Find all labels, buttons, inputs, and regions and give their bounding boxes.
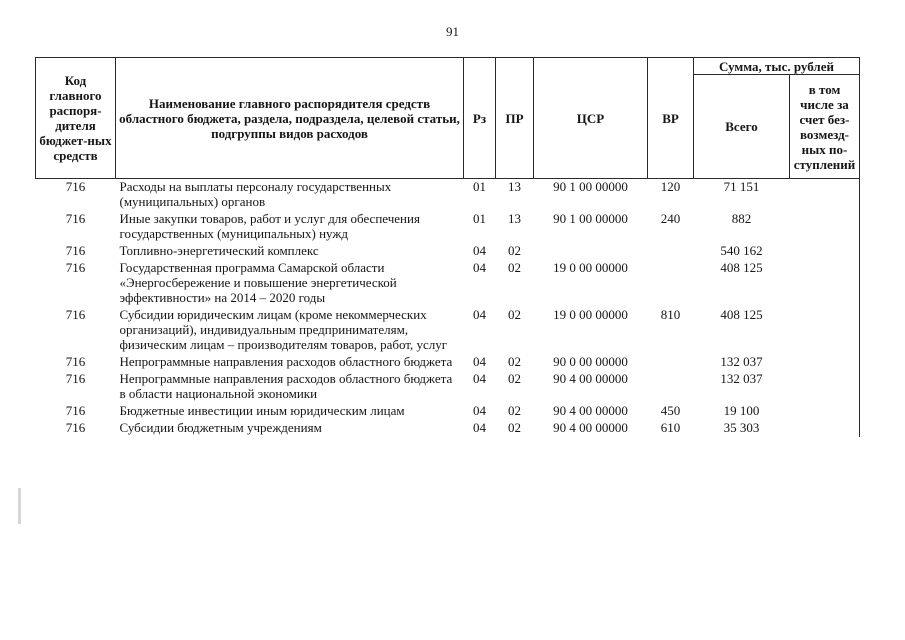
cell-total: 882 bbox=[731, 211, 752, 226]
page-number: 91 bbox=[446, 24, 459, 39]
table-header bbox=[36, 58, 860, 179]
header-total: Всего bbox=[694, 75, 790, 179]
cell-csr: 90 4 00 00000 bbox=[553, 420, 628, 435]
cell-csr: 90 4 00 00000 bbox=[553, 403, 628, 418]
cell-name: Непрограммные направления расходов областного бюджета bbox=[119, 354, 453, 369]
cell-code: 716 bbox=[65, 307, 86, 322]
cell-total: 540 162 bbox=[720, 243, 763, 258]
table-row bbox=[36, 403, 860, 420]
cell-vr bbox=[648, 371, 694, 403]
cell-vr: 240 bbox=[660, 211, 681, 226]
cell-csr: 19 0 00 00000 bbox=[553, 260, 628, 275]
cell-vr: 810 bbox=[660, 307, 681, 322]
cell-rz: 04 bbox=[473, 403, 486, 418]
header-sum-group: Сумма, тыс. рублей bbox=[694, 58, 860, 75]
cell-free-receipts bbox=[790, 371, 860, 403]
cell-csr: 90 0 00 00000 bbox=[553, 354, 628, 369]
cell-csr: 90 4 00 00000 bbox=[553, 371, 628, 386]
cell-rz: 04 bbox=[473, 420, 486, 435]
cell-name: Непрограммные направления расходов областного бюджета в области национальной экономики bbox=[119, 371, 453, 401]
cell-pr: 13 bbox=[508, 179, 521, 194]
header-csr: ЦСР bbox=[534, 58, 648, 179]
cell-pr: 02 bbox=[508, 260, 521, 275]
cell-vr: 120 bbox=[660, 179, 681, 194]
cell-name: Топливно-энергетический комплекс bbox=[119, 243, 319, 258]
cell-pr: 02 bbox=[508, 420, 521, 435]
cell-vr: 450 bbox=[660, 403, 681, 418]
budget-table bbox=[35, 57, 860, 437]
cell-pr: 02 bbox=[508, 371, 521, 386]
cell-free-receipts bbox=[790, 211, 860, 243]
cell-name: Иные закупки товаров, работ и услуг для обеспечения государственных (муниципальных) нужд bbox=[119, 211, 420, 241]
cell-pr: 02 bbox=[508, 243, 521, 258]
cell-vr bbox=[648, 354, 694, 371]
table-row bbox=[36, 354, 860, 371]
table-row bbox=[36, 243, 860, 260]
cell-code: 716 bbox=[65, 371, 86, 386]
cell-code: 716 bbox=[65, 179, 86, 194]
cell-vr bbox=[648, 260, 694, 307]
table-row bbox=[36, 371, 860, 403]
cell-rz: 01 bbox=[473, 211, 486, 226]
cell-total: 35 303 bbox=[723, 420, 760, 435]
table-row bbox=[36, 420, 860, 437]
cell-csr: 90 1 00 00000 bbox=[553, 211, 628, 226]
cell-pr: 13 bbox=[508, 211, 521, 226]
cell-total: 19 100 bbox=[723, 403, 760, 418]
table-row bbox=[36, 179, 860, 212]
cell-total: 132 037 bbox=[720, 354, 763, 369]
cell-name: Субсидии бюджетным учреждениям bbox=[119, 420, 322, 435]
cell-total: 71 151 bbox=[723, 179, 760, 194]
cell-csr bbox=[534, 243, 648, 260]
header-name: Наименование главного распорядителя средств областного бюджета, раздела, подраздела, целевой статьи, подгруппы видов расходов bbox=[116, 58, 464, 179]
cell-name: Субсидии юридическим лицам (кроме некоммерческих организаций), индивидуальным предпринимателям, физическим лицам – производителям товаров, работ, услуг bbox=[119, 307, 448, 352]
cell-csr: 19 0 00 00000 bbox=[553, 307, 628, 322]
cell-code: 716 bbox=[65, 420, 86, 435]
header-code: Код главного распоря-дителя бюджет-ных средств bbox=[36, 58, 116, 179]
cell-rz: 04 bbox=[473, 354, 486, 369]
scan-edge-mark bbox=[18, 488, 21, 524]
cell-free-receipts bbox=[790, 307, 860, 354]
cell-code: 716 bbox=[65, 403, 86, 418]
table-body bbox=[36, 179, 860, 438]
header-free-receipts: в том числе за счет без-возмезд-ных по-ступлений bbox=[790, 75, 860, 179]
cell-code: 716 bbox=[65, 354, 86, 369]
table-row bbox=[36, 307, 860, 354]
cell-pr: 02 bbox=[508, 307, 521, 322]
cell-rz: 04 bbox=[473, 307, 486, 322]
cell-rz: 04 bbox=[473, 260, 486, 275]
cell-free-receipts bbox=[790, 179, 860, 212]
cell-total: 408 125 bbox=[720, 307, 763, 322]
cell-csr: 90 1 00 00000 bbox=[553, 179, 628, 194]
cell-code: 716 bbox=[65, 211, 86, 226]
table-row bbox=[36, 211, 860, 243]
cell-code: 716 bbox=[65, 243, 86, 258]
cell-name: Бюджетные инвестиции иным юридическим лицам bbox=[119, 403, 405, 418]
cell-free-receipts bbox=[790, 354, 860, 371]
cell-rz: 04 bbox=[473, 243, 486, 258]
cell-name: Расходы на выплаты персоналу государственных (муниципальных) органов bbox=[119, 179, 392, 209]
cell-rz: 01 bbox=[473, 179, 486, 194]
cell-free-receipts bbox=[790, 243, 860, 260]
cell-free-receipts bbox=[790, 260, 860, 307]
header-rz: Рз bbox=[464, 58, 496, 179]
table-row bbox=[36, 260, 860, 307]
cell-pr: 02 bbox=[508, 354, 521, 369]
cell-total: 132 037 bbox=[720, 371, 763, 386]
cell-free-receipts bbox=[790, 403, 860, 420]
cell-free-receipts bbox=[790, 420, 860, 437]
cell-total: 408 125 bbox=[720, 260, 763, 275]
cell-rz: 04 bbox=[473, 371, 486, 386]
cell-vr: 610 bbox=[660, 420, 681, 435]
cell-name: Государственная программа Самарской области «Энергосбережение и повышение энергетической эффективности» на 2014 – 2020 годы bbox=[119, 260, 397, 305]
cell-vr bbox=[648, 243, 694, 260]
header-pr: ПР bbox=[496, 58, 534, 179]
header-vr: ВР bbox=[648, 58, 694, 179]
cell-pr: 02 bbox=[508, 403, 521, 418]
cell-code: 716 bbox=[65, 260, 86, 275]
